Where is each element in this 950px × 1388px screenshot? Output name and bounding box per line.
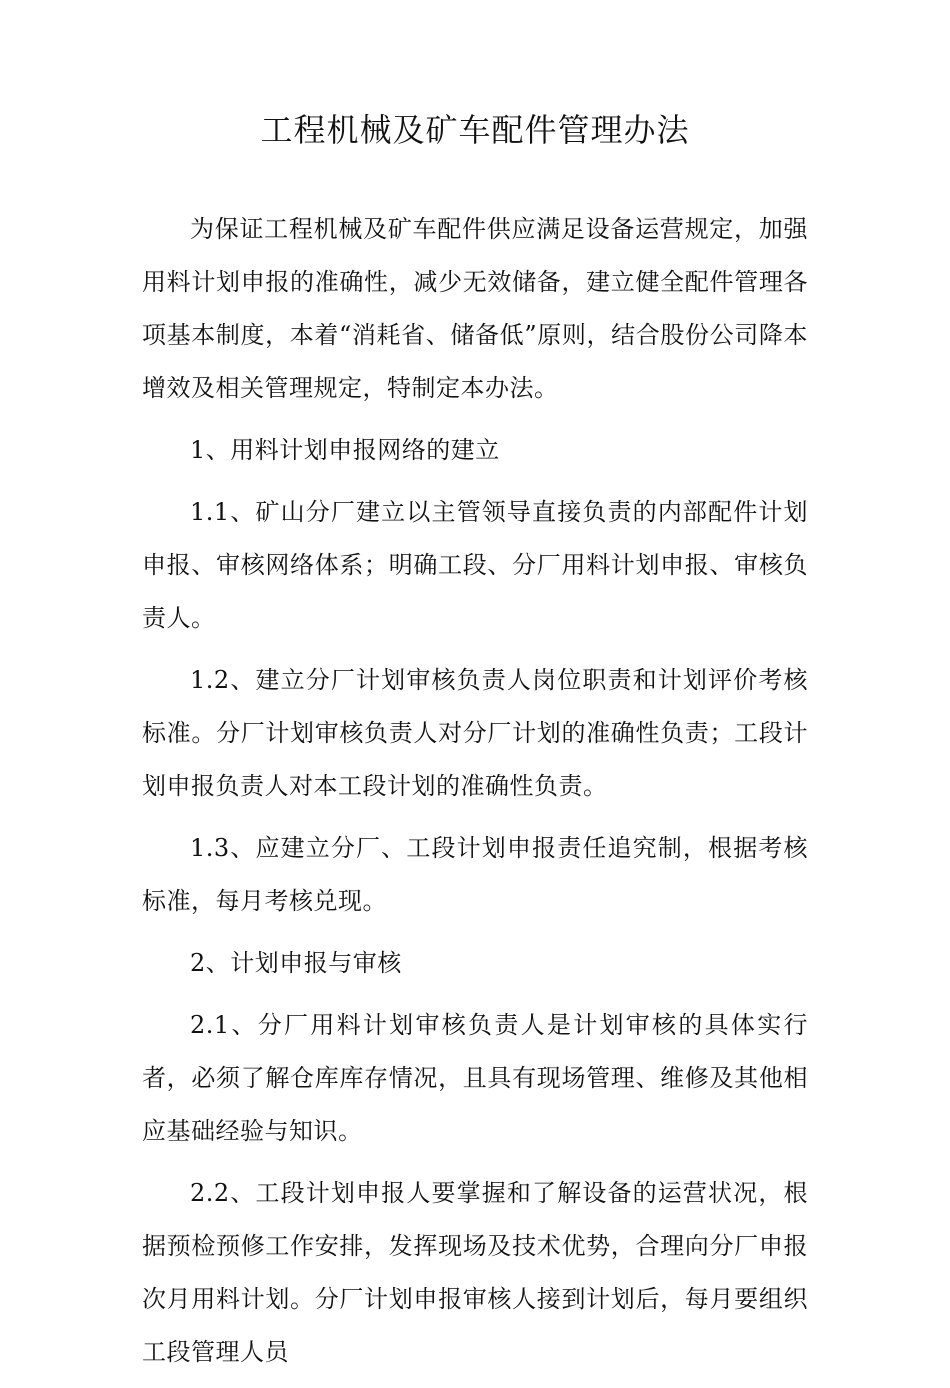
clause-2-1: 2.1、分厂用料计划审核负责人是计划审核的具体实行者，必须了解仓库库存情况，且具有现场管理、维修及其他相应基础经验与知识。 — [142, 1011, 808, 1145]
document-body — [142, 203, 808, 1388]
document-title: 工程机械及矿车配件管理办法 — [260, 111, 690, 149]
clause-1-2: 1.2、建立分厂计划审核负责人岗位职责和计划评价考核标准。分厂计划审核负责人对分厂计划的准确性负责；工段计划申报负责人对本工段计划的准确性负责。 — [142, 666, 808, 800]
clause-1-3: 1.3、应建立分厂、工段计划申报责任追究制，根据考核标准，每月考核兑现。 — [142, 834, 808, 915]
clause-1-1: 1.1、矿山分厂建立以主管领导直接负责的内部配件计划申报、审核网络体系；明确工段、分厂用料计划申报、审核负责人。 — [142, 498, 808, 632]
section-heading-1: 1、用料计划申报网络的建立 — [190, 436, 500, 464]
section-heading-2: 2、计划申报与审核 — [190, 949, 402, 977]
intro-paragraph: 为保证工程机械及矿车配件供应满足设备运营规定，加强用料计划申报的准确性，减少无效储备，建立健全配件管理各项基本制度，本着“消耗省、储备低”原则，结合股份公司降本增效及相关管理规定，特制定本办法。 — [142, 215, 808, 402]
clause-2-2: 2.2、工段计划申报人要掌握和了解设备的运营状况，根据预检预修工作安排，发挥现场及技术优势，合理向分厂申报次月用料计划。分厂计划申报审核人接到计划后，每月要组织工段管理人员 — [142, 1179, 808, 1366]
